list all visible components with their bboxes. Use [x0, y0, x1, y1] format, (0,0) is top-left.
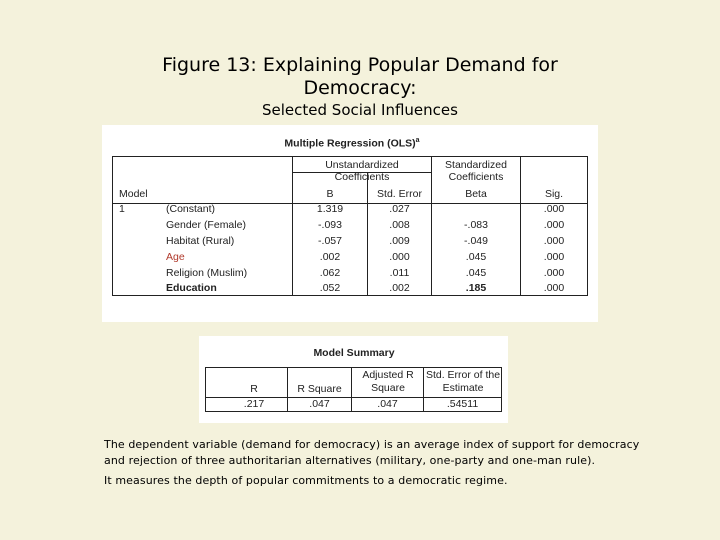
std-error-value: .000: [389, 251, 410, 263]
sig-value: .000: [543, 235, 565, 247]
b-value: -.093: [318, 219, 342, 231]
header-std-error: Std. Error: [377, 188, 422, 200]
table-right-rule: [587, 156, 588, 296]
row-label: Habitat (Rural): [166, 235, 235, 247]
row-label: Age: [166, 251, 185, 263]
header-b: B: [326, 188, 334, 200]
sig-value: .000: [543, 267, 565, 279]
note-line-1: The dependent variable (demand for democracy) is an average index of support for democracy: [104, 438, 640, 451]
header-adjusted-r-square: Adjusted R Square: [362, 369, 414, 394]
row-label: Gender (Female): [166, 219, 246, 231]
table-left-rule: [205, 367, 206, 412]
coefficients-table: [102, 125, 598, 322]
header-std-error-estimate: Std. Error of the Estimate: [425, 369, 501, 394]
header-model: Model: [119, 188, 148, 200]
std-error-value: .002: [389, 282, 410, 294]
table-right-rule: [501, 367, 502, 412]
coefficients-table-caption: Multiple Regression (OLS)$^a$: [284, 137, 420, 150]
std-error-value: .027: [389, 203, 410, 215]
beta-value: .045: [465, 267, 487, 279]
note-line-2: and rejection of three authoritarian alternatives (military, one-party and one-man rule).: [104, 454, 596, 467]
header-r-square: R Square: [297, 383, 342, 395]
model-summary-caption: Model Summary: [313, 347, 395, 359]
table-bottom-rule: [205, 411, 501, 412]
table-left-rule: [112, 156, 113, 296]
adjusted-r-square-value: .047: [377, 398, 398, 410]
b-value: -.057: [318, 235, 342, 247]
sig-value: .000: [543, 282, 565, 294]
model-summary-table: [199, 336, 508, 423]
model-number: 1: [119, 203, 125, 215]
sig-value: .000: [543, 219, 565, 231]
r-square-value: .047: [309, 398, 330, 410]
sig-value: .000: [543, 251, 565, 263]
coefficients-table-panel: [102, 125, 598, 322]
b-value: .062: [319, 267, 341, 279]
row-label: (Constant): [166, 203, 216, 215]
row-label: Religion (Muslim): [166, 267, 248, 279]
std-error-estimate-value: .54511: [446, 398, 479, 410]
header-beta: Beta: [465, 188, 487, 200]
header-sig: Sig.: [544, 188, 564, 200]
model-summary-panel: [199, 336, 508, 423]
sig-value: .000: [543, 203, 565, 215]
beta-value: .185: [465, 282, 487, 294]
header-r: R: [250, 383, 258, 395]
b-value: .002: [319, 251, 341, 263]
figure-title-line-2: Democracy:: [303, 77, 417, 99]
b-value: 1.319: [316, 203, 344, 215]
header-standardized: Standardized Coefficients: [445, 159, 507, 183]
note-line-3: It measures the depth of popular commitments to a democratic regime.: [104, 474, 508, 487]
beta-value: -.083: [464, 219, 488, 231]
table-top-rule: [205, 367, 501, 368]
std-error-value: .009: [389, 235, 410, 247]
r-value: .217: [243, 398, 265, 410]
row-label: Education: [166, 282, 217, 294]
caption-footnote-marker: a: [415, 137, 420, 144]
header-unstandardized: Unstandardized Coefficients: [325, 159, 399, 183]
figure-title: Figure 13: Explaining Popular Demand for: [162, 54, 558, 76]
std-error-value: .008: [389, 219, 410, 231]
beta-value: .045: [465, 251, 487, 263]
table-top-rule: [112, 156, 588, 157]
figure-subtitle: Selected Social Influences: [262, 101, 458, 119]
std-error-value: .011: [389, 267, 410, 279]
beta-value: -.049: [464, 235, 488, 247]
table-bottom-rule: [112, 295, 588, 296]
b-value: .052: [319, 282, 341, 294]
